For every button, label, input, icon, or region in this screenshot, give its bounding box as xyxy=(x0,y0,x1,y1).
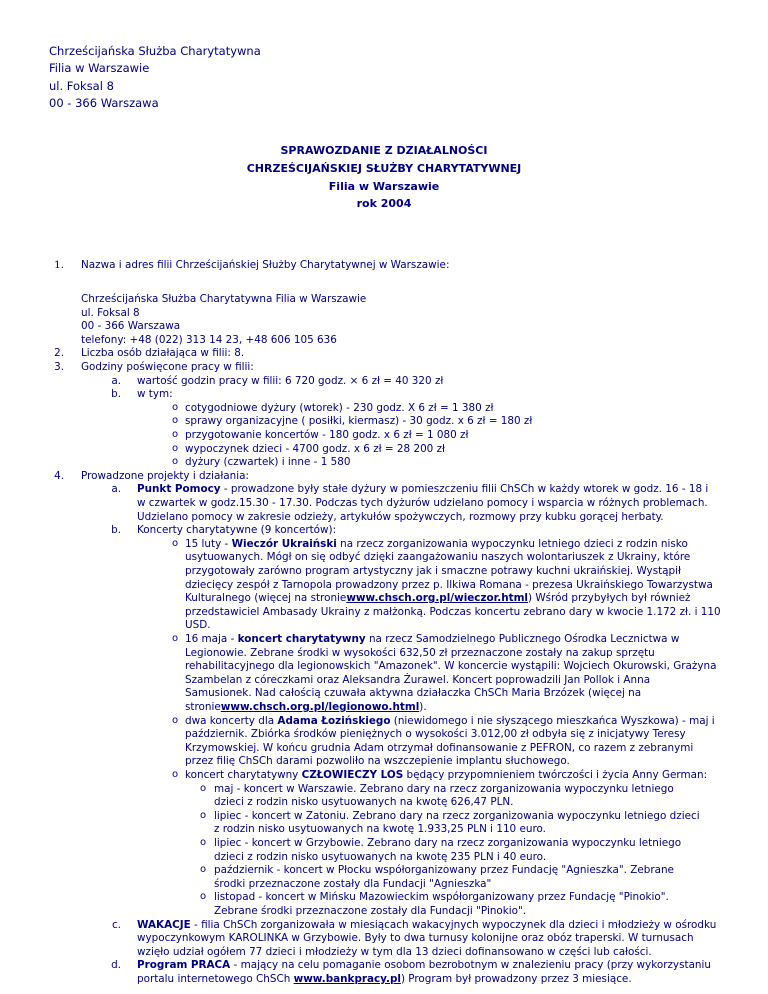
wieczor-link[interactable]: www.chsch.org.pl/wieczor.html xyxy=(346,592,528,605)
bullet-icon: o xyxy=(172,442,179,454)
list-item: wypoczynek dzieci - 4700 godz. x 6 zł = 28 200 zł xyxy=(185,442,446,455)
bullet-icon: o xyxy=(200,864,207,876)
list-item: wartość godzin pracy w filii: 6 720 godz. × 6 zł = 40 320 zł xyxy=(137,374,444,387)
concert-text: przygotowały zarówno program artystyczny jak i smaczne potrawy kuchni ukraińskiej. Wystąpił xyxy=(185,565,681,577)
list-item: dyżury (czwartek) i inne - 1 580 xyxy=(185,456,351,469)
sub-item: Zebrane środki przeznaczone zostały dla Fundacji "Pinokio". xyxy=(214,905,527,917)
concert-text xyxy=(185,592,690,606)
list-marker: a. xyxy=(111,483,121,496)
project-text: Udzielano pomocy w zakresie odzieży, artykułów spożywczych, rozmowy przy kubku gorącej herbaty. xyxy=(137,510,664,523)
title-line: Filia w Warszawie xyxy=(328,179,440,193)
project-text: ) Program był prowadzony przez 3 miesiące. xyxy=(400,973,632,985)
concert-text: październik. Zbiórka środków pieniężnych o wysokości 3.012,00 zł odbyła się z inicjatywy Teresy xyxy=(185,728,686,741)
project-name: WAKACJE xyxy=(137,918,191,931)
concert-item xyxy=(185,633,679,647)
concert-text: koncert charytatywny xyxy=(185,769,302,781)
concert-text: stronie xyxy=(185,701,221,713)
section-number: 2. xyxy=(54,347,64,360)
list-item: cotygodniowe dyżury (wtorek) - 230 godz. X 6 zł = 1 380 zł xyxy=(185,401,494,414)
sub-item: lipiec - koncert w Zatoniu. Zebrano dary na rzecz zorganizowania wypoczynku letniego dzieci xyxy=(214,809,700,822)
legionowo-link[interactable]: www.chsch.org.pl/legionowo.html xyxy=(220,701,420,713)
list-item: w tym: xyxy=(137,388,173,401)
concert-text: Krzymowskiej. W końcu grudnia Adam otrzymał dofinansowanie z PEFRON, co razem z zebranymi xyxy=(185,741,694,754)
bullet-icon: o xyxy=(172,633,179,644)
list-marker: b. xyxy=(111,388,121,401)
concert-name: Adama Łozińskiego xyxy=(277,714,391,727)
concert-text xyxy=(185,701,427,715)
title-line: CHRZEŚCIJAŃSKIEJ SŁUŻBY CHARYTATYWNEJ xyxy=(246,161,522,175)
concert-text: Samusionek. Nad całością czuwała aktywna działaczka ChSCh Maria Brzózek (więcej na xyxy=(185,687,642,700)
list-marker: d. xyxy=(111,959,121,972)
project-text: - filia ChSCh zorganizowała w miesiącach wakacyjnych wypoczynek dla dzieci i młodzieży w ośrodku xyxy=(190,918,717,931)
address-line: telefony: +48 (022) 313 14 23, +48 606 105 636 xyxy=(81,333,337,346)
list-marker: c. xyxy=(111,918,121,931)
sub-item: maj - koncert w Warszawie. Zebrano dary na rzecz zorganizowania wypoczynku letniego xyxy=(214,782,674,795)
concert-text: 15 luty - xyxy=(185,537,232,550)
project-praca xyxy=(137,959,711,973)
section-number: 3. xyxy=(54,361,64,373)
sub-item: listopad - koncert w Mińsku Mazowieckim współorganizowany przez Fundację "Pinokio". xyxy=(214,891,669,904)
concert-text: przez filię ChSCh darami pozwoliło na wszczepienie implantu słuchowego. xyxy=(185,755,570,768)
title-line: rok 2004 xyxy=(356,197,412,211)
concert-text: Legionowie. Zebrane środki w wysokości 632,50 zł przeznaczone zostały na zakup sprzętu xyxy=(185,646,655,659)
bankpracy-link[interactable]: www.bankpracy.pl xyxy=(293,973,401,985)
project-wakacje xyxy=(137,919,716,933)
concert-text: dziecięcy zespół z Tarnopola prowadzony przez p. Ilkiwa Romana - prezesa Ukraińskiego Towarzystwa xyxy=(185,578,713,591)
bullet-icon: o xyxy=(172,714,179,726)
concert-item xyxy=(185,769,707,783)
project-punkt-pomocy xyxy=(137,483,708,497)
section-number: 1. xyxy=(54,259,64,271)
bullet-icon: o xyxy=(172,769,179,780)
project-text: portalu internetowego ChSCh xyxy=(137,973,294,985)
concert-text: 16 maja - xyxy=(185,633,238,645)
concert-text: ). xyxy=(419,701,427,713)
project-text xyxy=(137,973,632,987)
sub-item: lipiec - koncert w Grzybowie. Zebrano dary na rzecz zorganizowania wypoczynku letniego xyxy=(214,837,682,849)
list-item: sprawy organizacyjne ( posiłki, kiermasz) - 30 godz. x 6 zł = 180 zł xyxy=(185,415,533,428)
project-text: wzięło udział ogółem 77 dzieci i młodzieży w tym dla 13 dzieci dofinansowano w części lub całości. xyxy=(137,945,652,958)
project-text: - mający na celu pomaganie osobom bezrobotnym w znalezieniu pracy (przy wykorzystaniu xyxy=(230,959,711,972)
concert-text: na rzecz Samodzielnego Publicznego Ośrodka Lecznictwa w xyxy=(365,633,680,645)
concert-text: ) Wśród przybyłych był również xyxy=(528,592,691,605)
project-name: Program PRACA xyxy=(137,959,231,972)
sub-item: październik - koncert w Płocku współorganizowany przez Fundację "Agnieszka". Zebrane xyxy=(214,864,674,877)
project-name: Punkt Pomocy xyxy=(137,483,221,496)
sub-item: z rodzin nisko usytuowanych na kwotę 1.933,25 PLN i 110 euro. xyxy=(214,823,546,836)
concert-text: dwa koncerty dla xyxy=(185,714,278,727)
concert-text: rehabilitacyjnego dla legionowskich "Amazonek". W koncercie wystąpili: Wojciech Okurowski, Grażyna xyxy=(185,660,717,673)
title-line: SPRAWOZDANIE Z DZIAŁALNOŚCI xyxy=(280,144,488,157)
address-line: ul. Foksal 8 xyxy=(49,78,114,93)
section-heading: Nazwa i adres filii Chrześcijańskiej Służby Charytatywnej w Warszawie: xyxy=(81,259,450,271)
concert-text: Szambelan z córeczkami oraz Aleksandra Żurawel. Koncert poprowadzili Jan Pollok i Anna xyxy=(185,673,651,686)
bullet-icon: o xyxy=(200,891,207,903)
bullet-icon: o xyxy=(200,809,207,821)
concert-text: przedstawiciel Ambasady Ukrainy z małżonką. Podczas koncertu zebrano dary w kwocie 1.172 zł. i 110 xyxy=(185,605,721,618)
concert-item xyxy=(185,538,688,552)
sub-item: dzieci z rodzin nisko usytuowanych na kwotę 235 PLN i 40 euro. xyxy=(214,850,547,863)
bullet-icon: o xyxy=(172,415,179,427)
concert-name: CZŁOWIECZY LOS xyxy=(301,769,404,781)
bullet-icon: o xyxy=(172,537,179,549)
concert-text: na rzecz zorganizowania wypoczynku letniego dzieci z rodzin nisko xyxy=(336,537,688,550)
bullet-icon: o xyxy=(172,429,179,440)
concert-text: USD. xyxy=(185,619,211,632)
list-marker: b. xyxy=(111,524,121,537)
concert-text: Kulturalnego (więcej na stronie xyxy=(185,592,347,605)
bullet-icon: o xyxy=(172,456,179,468)
section-text: Godziny poświęcone pracy w filii: xyxy=(81,361,254,373)
concert-text: będący przypomnieniem twórczości i życia Anny German: xyxy=(403,769,708,781)
sub-item: środki przeznaczone zostały dla Fundacji "Agnieszka" xyxy=(214,877,492,890)
concert-name: Wieczór Ukraiński xyxy=(231,537,337,550)
address-line: Filia w Warszawie xyxy=(49,61,150,76)
list-item: przygotowanie koncertów - 180 godz. x 6 zł = 1 080 zł xyxy=(185,429,469,441)
concert-name: koncert charytatywny xyxy=(237,633,366,645)
concert-text: usytuowanych. Mógł on się odbyć dzięki zaangażowaniu naszych wolontariuszek z Ukrainy, które xyxy=(185,551,691,564)
address-line: 00 - 366 Warszawa xyxy=(81,320,181,333)
list-marker: a. xyxy=(111,374,121,387)
section-number: 4. xyxy=(54,469,64,482)
address-line: ul. Foksal 8 xyxy=(81,306,140,319)
sub-item: dzieci z rodzin nisko usytuowanych na kwotę 626,47 PLN. xyxy=(214,796,514,809)
project-text: - prowadzone były stałe dyżury w pomieszczeniu filii ChSCh w każdy wtorek w godz. 16 - 18 i xyxy=(220,483,709,496)
concert-text: (niewidomego i nie słyszącego mieszkańca Wyszkowa) - maj i xyxy=(390,714,715,727)
address-line: 00 - 366 Warszawa xyxy=(49,95,159,110)
bullet-icon: o xyxy=(200,782,207,794)
bullet-icon: o xyxy=(172,401,179,413)
project-text: w czwartek w godz.15.30 - 17.30. Podczas tych dyżurów udzielano pomocy i wsparcia w różnych problemach. xyxy=(137,497,708,509)
project-text: wypoczynkowym KAROLINKA w Grzybowie. Były to dwa turnusy kolonijne oraz obóz traperski. W turnusach xyxy=(137,932,694,945)
list-item: Koncerty charytatywne (9 koncertów): xyxy=(137,524,337,537)
concert-item xyxy=(185,715,715,729)
address-line: Chrześcijańska Służba Charytatywna xyxy=(49,44,261,58)
address-line: Chrześcijańska Służba Charytatywna Filia w Warszawie xyxy=(81,293,367,305)
bullet-icon: o xyxy=(200,837,207,848)
section-text: Liczba osób działająca w filii: 8. xyxy=(81,347,245,360)
section-text: Prowadzone projekty i działania: xyxy=(81,469,250,482)
